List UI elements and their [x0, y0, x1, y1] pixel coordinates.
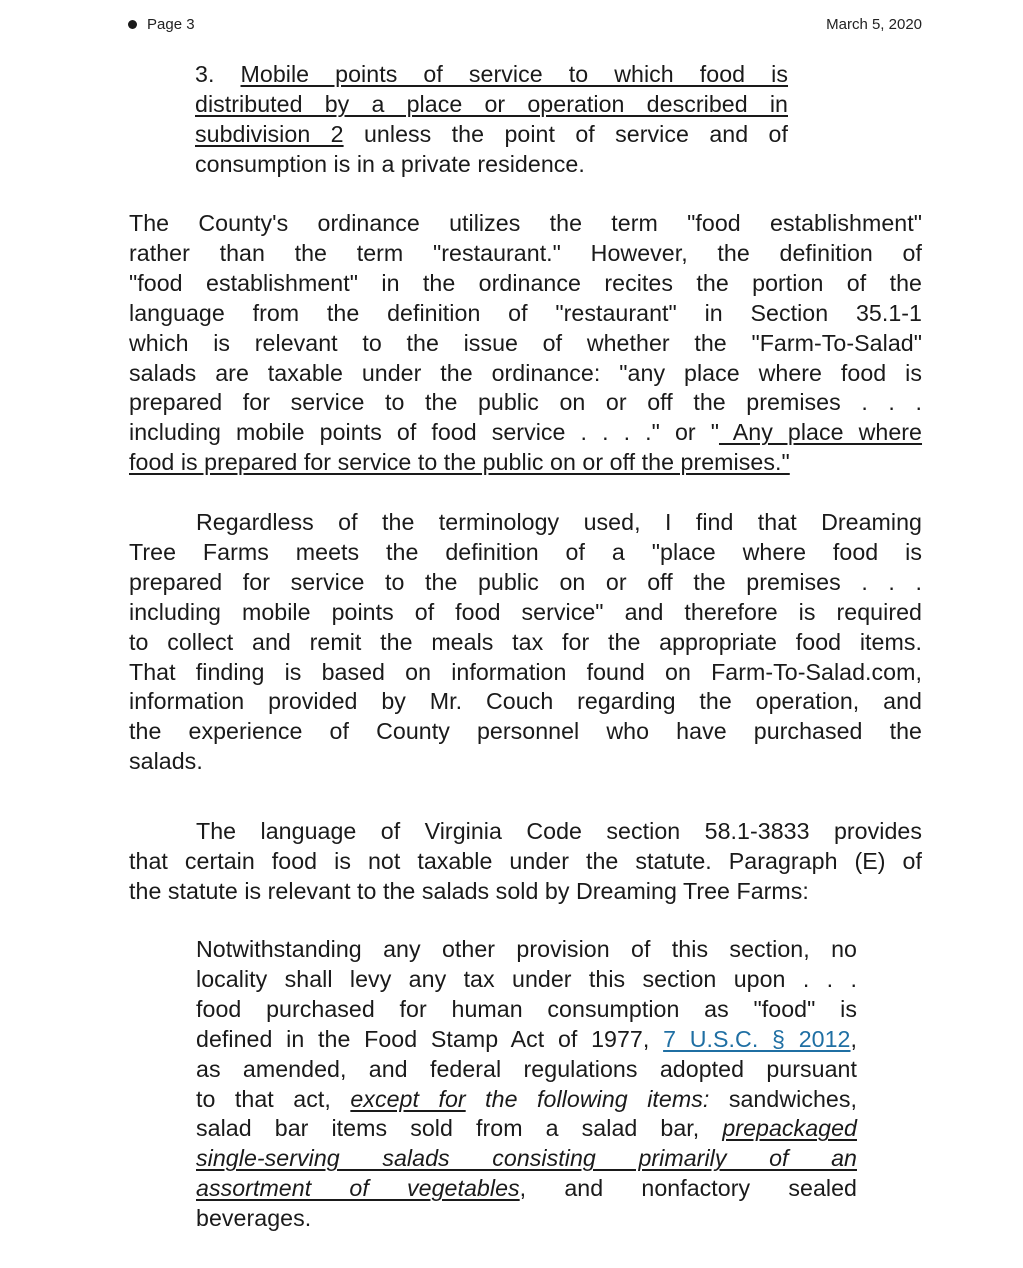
quote-line: beverages. — [196, 1205, 312, 1232]
item-3-line-2 — [195, 90, 788, 120]
para1-line — [129, 418, 922, 448]
quote-line — [196, 1114, 857, 1144]
item-3-underlined-3: subdivision 2 — [195, 120, 344, 147]
quote-emphasis-underlined: assortment of vegetables — [196, 1175, 520, 1202]
item-number: 3. — [195, 61, 215, 87]
quote-line: Notwithstanding any other provision of this section, no — [196, 936, 857, 962]
para1-line: which is relevant to the issue of whether the "Farm-To-Salad" — [129, 329, 922, 356]
quote-text: defined in the Food Stamp Act of 1977, — [196, 1025, 664, 1052]
quote-line: food purchased for human consumption as "food" is — [196, 995, 857, 1022]
para1-line: "food establishment" in the ordinance recites the portion of the — [129, 269, 922, 296]
para1-line: prepared for service to the public on or off the premises . . . — [129, 389, 922, 416]
para2-line: to collect and remit the meals tax for the appropriate food items. — [129, 628, 922, 655]
quote-text: sandwiches, — [709, 1085, 857, 1112]
quote-text: , — [850, 1025, 858, 1052]
para1-line: rather than the term "restaurant." However, the definition of — [129, 239, 922, 266]
para2-line: Tree Farms meets the definition of a "place where food is — [129, 538, 922, 565]
quote-line — [196, 1174, 857, 1204]
paragraph-finding — [129, 508, 922, 777]
para3-line: the statute is relevant to the salads sold by Dreaming Tree Farms: — [129, 877, 809, 904]
para1-line: salads are taxable under the ordinance: "any place where food is — [129, 359, 922, 386]
para1-line — [129, 448, 922, 478]
para2-line: salads. — [129, 748, 203, 775]
quote-emphasis-underlined: single-serving salads consisting primarily of an — [196, 1145, 857, 1172]
item-3-line-1 — [195, 60, 788, 90]
paragraph-ordinance — [129, 209, 922, 478]
quote-line: as amended, and federal regulations adopted pursuant — [196, 1055, 857, 1082]
para1-line-8-text: including mobile points of food service . . . ." or " — [129, 419, 719, 446]
para2-line: information provided by Mr. Couch regarding the operation, and — [129, 688, 922, 715]
para1-underlined-quote-end: food is prepared for service to the public on or off the premises." — [129, 449, 790, 476]
page-header — [128, 14, 922, 34]
header-date: March 5, 2020 — [826, 15, 922, 33]
para1-line: language from the definition of "restaurant" in Section 35.1-1 — [129, 299, 922, 326]
para2-line: the experience of County personnel who have purchased the — [129, 718, 922, 745]
quote-text: , and nonfactory sealed — [519, 1175, 857, 1202]
quote-line — [196, 1085, 857, 1115]
para1-line: The County's ordinance utilizes the term "food establishment" — [129, 210, 922, 236]
usc-citation-link[interactable]: 7 U.S.C. § 2012 — [663, 1025, 851, 1052]
quote-line: locality shall levy any tax under this section upon . . . — [196, 965, 857, 992]
item-3-text: unless the point of service and of — [343, 120, 788, 147]
quote-line — [196, 1144, 857, 1174]
quote-emphasis: the following items: — [465, 1085, 710, 1112]
quote-text: salad bar items sold from a salad bar, — [196, 1115, 723, 1142]
item-3-line-4: consumption is in a private residence. — [195, 150, 585, 177]
quote-emphasis-underlined: prepackaged — [722, 1115, 857, 1142]
item-3-line-3 — [195, 120, 788, 150]
quote-line — [196, 1025, 857, 1055]
bullet-icon — [128, 20, 137, 29]
statute-quote — [196, 935, 857, 1234]
para3-line: The language of Virginia Code section 58.1-3833 provides — [196, 818, 922, 844]
item-3-underlined-2: distributed by a place or operation described in — [195, 90, 788, 117]
para3-line: that certain food is not taxable under the statute. Paragraph (E) of — [129, 847, 922, 874]
para2-line: That finding is based on information found on Farm-To-Salad.com, — [129, 658, 922, 685]
item-3-block — [195, 60, 788, 180]
paragraph-virginia-code — [129, 817, 922, 907]
item-3-underlined-1: Mobile points of service to which food is — [240, 61, 789, 87]
para2-line: Regardless of the terminology used, I find that Dreaming — [196, 509, 922, 535]
page-number: Page 3 — [147, 15, 195, 33]
quote-text: to that act, — [196, 1085, 351, 1112]
para2-line: including mobile points of food service" and therefore is required — [129, 598, 922, 625]
para2-line: prepared for service to the public on or off the premises . . . — [129, 568, 922, 595]
quote-emphasis-underlined: except for — [350, 1085, 466, 1112]
page-number-group — [128, 16, 195, 33]
para1-underlined-quote-start: Any place where — [718, 419, 923, 446]
